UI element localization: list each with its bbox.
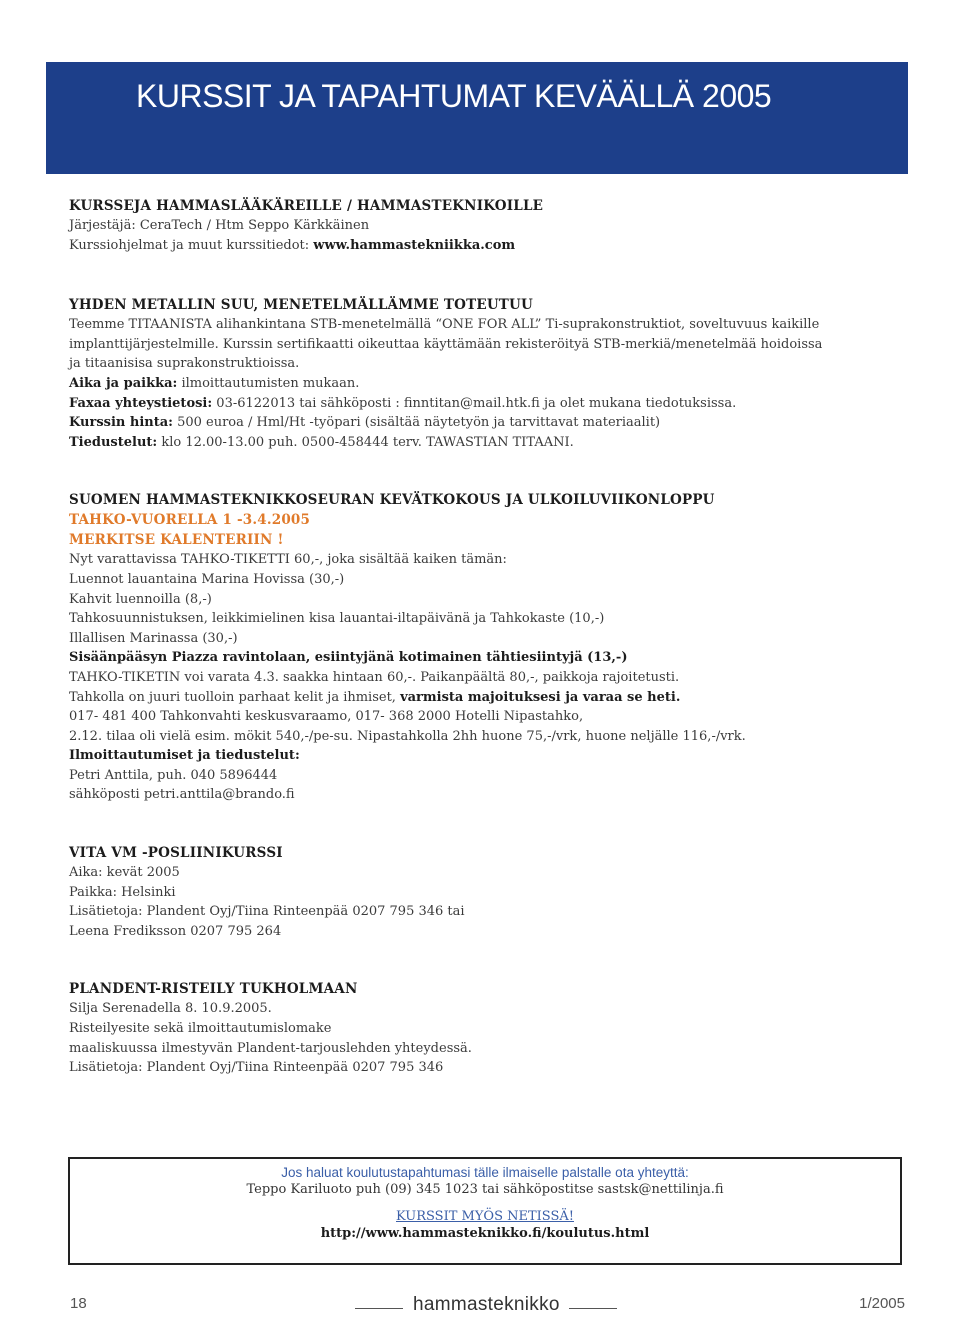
list-item: sähköposti petri.anttila@brando.fi [69,787,295,803]
divider [355,1308,403,1309]
list-item: 017- 481 400 Tahkonvahti keskusvaraamo, 017- 368 2000 Hotelli Nipastahko, [69,709,584,725]
inquiries-line [69,433,829,453]
page-title: KURSSIT JA TAPAHTUMAT KEVÄÄLLÄ 2005 [136,78,772,114]
divider [569,1308,617,1309]
list-item-text: Tahkolla on juuri tuolloin parhaat kelit ja ihmiset, [69,689,401,705]
section-heading: SUOMEN HAMMASTEKNIKKOSEURAN KEVÄTKOKOUS JA ULKOILUVIIKONLOPPU [69,492,715,509]
organizer: Järjestäjä: CeraTech / Htm Seppo Kärkkäinen [69,218,370,233]
fax-value: 03-6122013 tai sähköposti : finntitan@mail.htk.fi ja olet mukana tiedotuksissa. [212,395,737,411]
issue-number: 1/2005 [859,1295,905,1312]
list-item-bold: Sisäänpääsyn Piazza ravintolaan, esiintyjänä kotimainen tähtiesiintyjä (13,-) [69,650,628,666]
article-body [69,196,829,1114]
price-line [69,413,829,433]
list-item-bold: Ilmoittautumiset ja tiedustelut: [69,748,300,764]
courses-online-link[interactable]: KURSSIT MYÖS NETISSÄ! [396,1209,574,1224]
list-item: Petri Anttila, puh. 040 5896444 [69,767,278,783]
brand-mark [355,1294,617,1316]
calendar-note: MERKITSE KALENTERIIN ! [69,532,284,549]
course-info-label: Kurssiohjelmat ja muut kurssitiedot: [69,237,314,253]
time-place [69,374,829,394]
list-item: TAHKO-TIKETIN voi varata 4.3. saakka hintaan 60,-. Paikanpäältä 80,-, paikkoja rajoitetusti. [69,669,680,685]
list-item: 2.12. tilaa oli vielä esim. mökit 540,-/pe-su. Nipastahkolla 2hh huone 75,-/vrk, huone neljälle 116,-/vrk. [69,728,746,744]
inquiries-label: Tiedustelut: [69,434,158,450]
time-place-label: Aika ja paikka: [69,375,178,391]
section-vita-course [69,843,829,941]
section-spring-meeting [69,490,829,805]
page-number: 18 [70,1295,87,1312]
list-item: Silja Serenadella 8. 10.9.2005. [69,1001,272,1017]
fax-label: Faxaa yhteystietosi: [69,395,213,411]
contact-details: Teppo Kariluoto puh (09) 345 1023 tai sähköpostitse sastsk@nettilinja.fi [246,1182,724,1197]
title-banner [46,62,908,174]
list-item [69,688,829,708]
list-item: Kahvit luennoilla (8,-) [69,591,212,607]
list-item: Lisätietoja: Plandent Oyj/Tiina Rinteenpää 0207 795 346 tai [69,904,465,920]
contact-box [68,1157,902,1265]
list-item: Paikka: Helsinki [69,884,176,900]
list-item [69,648,829,668]
list-item: Aika: kevät 2005 [69,865,180,881]
intro-paragraph: Teemme TITAANISTA alihankintana STB-menetelmällä “ONE FOR ALL” Ti-suprakonstruktiot, soveltuvuus kaikille implanttijärjestelmille. Kurssin sertifikaatti oikeuttaa käyttämään rekisteröityä STB-merkiä/menetelmää hoidoissa ja titaanisisa suprakonstruktioissa. [69,317,823,372]
list-item-bold: varmista majoituksesi ja varaa se heti. [400,689,681,705]
courses-url[interactable]: http://www.hammasteknikko.fi/koulutus.html [320,1226,650,1241]
section-heading: VITA VM -POSLIINIKURSSI [69,845,283,862]
section-one-metal [69,295,829,452]
price-label: Kurssin hinta: [69,415,173,431]
list-item: Illallisen Marinassa (30,-) [69,630,238,646]
section-cruise [69,979,829,1077]
list-item: Luennot lauantaina Marina Hovissa (30,-) [69,571,345,587]
list-item: Risteilyesite sekä ilmoittautumislomake [69,1021,332,1037]
section-courses [69,196,829,255]
course-info-line [69,236,829,256]
course-info-url[interactable]: www.hammastekniikka.com [313,237,516,253]
inquiries-value: klo 12.00-13.00 puh. 0500-458444 terv. TAWASTIAN TITAANI. [157,434,574,450]
list-item: maaliskuussa ilmestyvän Plandent-tarjouslehden yhteydessä. [69,1040,472,1056]
list-item: Tahkosuunnistuksen, leikkimielinen kisa lauantai-iltapäivänä ja Tahkokaste (10,-) [69,611,605,627]
list-item: Lisätietoja: Plandent Oyj/Tiina Rinteenpää 0207 795 346 [69,1060,444,1076]
list-item: Nyt varattavissa TAHKO-TIKETTI 60,-, joka sisältää kaiken tämän: [69,552,507,568]
section-heading: YHDEN METALLIN SUU, MENETELMÄLLÄMME TOTEUTUU [69,297,533,314]
time-place-value: ilmoittautumisten mukaan. [177,375,360,391]
list-item [69,746,829,766]
section-heading: KURSSEJA HAMMASLÄÄKÄREILLE / HAMMASTEKNIKOILLE [69,198,544,214]
brand-name: hammasteknikko [413,1294,560,1315]
page-footer [0,1290,960,1317]
event-dates: TAHKO-VUORELLA 1 -3.4.2005 [69,512,311,529]
fax-line [69,394,829,414]
section-heading: PLANDENT-RISTEILY TUKHOLMAAN [69,981,358,998]
list-item: Leena Frediksson 0207 795 264 [69,923,282,939]
contact-intro: Jos haluat koulutustapahtumasi tälle ilmaiselle palstalle ota yhteyttä: [281,1165,689,1180]
price-value: 500 euroa / Hml/Ht -työpari (sisältää näytetyön ja tarvittavat materiaalit) [172,415,661,431]
